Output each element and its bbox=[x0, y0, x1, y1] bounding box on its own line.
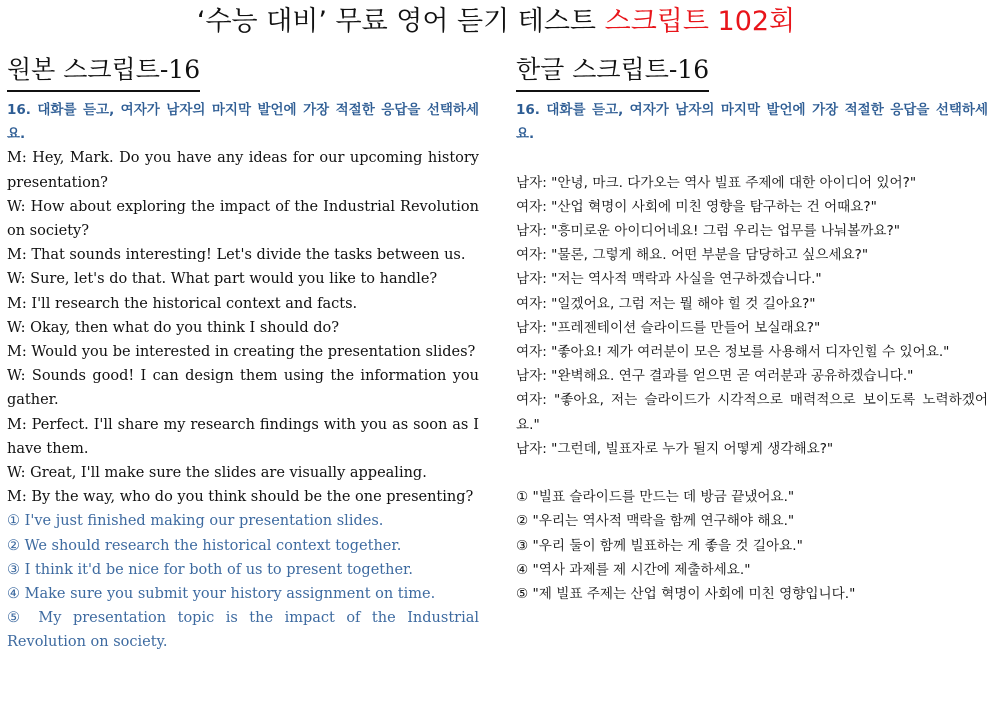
dialogue-line: 남자: "안녕, 마크. 다가오는 역사 빌표 주제에 대한 아이디어 있어?" bbox=[516, 174, 917, 191]
dialogue-line: W: Great, I'll make sure the slides are visually appealing. bbox=[7, 465, 427, 482]
dialogue-line: 남자: "완벽해요. 연구 결과를 얻으면 곧 여러분과 공유하겠습니다." bbox=[516, 368, 914, 385]
dialogue-line: M: Hey, Mark. Do you have any ideas for our upcoming history presentation? bbox=[7, 150, 479, 191]
title-main: ‘수능 대비’ 무료 영어 듣기 테스트 bbox=[196, 6, 597, 37]
dialogue-line: 여자: "산업 혁명이 사회에 미친 영향을 탐구하는 건 어때요?" bbox=[516, 198, 877, 215]
answer-option-3: ③ "우리 둘이 함께 빌표하는 게 좋을 것 길아요." bbox=[516, 537, 803, 554]
dialogue-line: 여자: "좋아요! 제가 여러분이 모은 정보를 사용해서 디자인힐 수 있어요." bbox=[516, 344, 950, 361]
dialogue-line: 여자: "일겠어요, 그럼 저는 뭘 해야 힐 것 길아요?" bbox=[516, 295, 816, 312]
answer-option-4: ④ "역사 과제를 제 시간에 제출하세요." bbox=[516, 561, 751, 578]
original-script-column bbox=[7, 52, 479, 655]
dialogue-line: W: Sure, let's do that. What part would you like to handle? bbox=[7, 271, 438, 288]
dialogue-line: M: Perfect. I'll share my research findings with you as soon as I have them. bbox=[7, 416, 479, 457]
answer-option-5: ⑤ My presentation topic is the impact of the Industrial Revolution on society. bbox=[7, 610, 479, 651]
answer-option-4: ④ Make sure you submit your history assignment on time. bbox=[7, 586, 436, 603]
answer-option-2: ② "우리는 역사적 맥락을 함께 연구해야 해요." bbox=[516, 513, 795, 530]
dialogue-line: 여자: "좋아요, 저는 슬라이드가 시각적으로 매력적으로 보이도록 노력하겠어요." bbox=[516, 392, 988, 433]
dialogue-line: W: How about exploring the impact of the Industrial Revolution on society? bbox=[7, 198, 479, 240]
dialogue-line: 남자: "저는 역사적 맥락과 사실을 연구하겠습니다." bbox=[516, 271, 822, 288]
korean-script-column bbox=[516, 52, 988, 606]
answer-option-3: ③ I think it'd be nice for both of us to present together. bbox=[7, 561, 413, 578]
dialogue-line: 여자: "물론, 그렇게 해요. 어떤 부분을 담당하고 싶으세요?" bbox=[516, 247, 869, 264]
dialogue-line: M: Would you be interested in creating the presentation slides? bbox=[7, 344, 476, 361]
korean-script-heading: 한글 스크립트-16 bbox=[516, 52, 709, 92]
question-text: 16. 대화를 듣고, 여자가 남자의 마지막 발언에 가장 적절한 응답을 선택하세요. bbox=[7, 102, 479, 143]
korean-script-body bbox=[516, 98, 988, 606]
answer-option-2: ② We should research the historical context together. bbox=[7, 537, 402, 554]
answer-option-1: ① "빌표 슬라이드를 만드는 데 방금 끝냈어요." bbox=[516, 489, 795, 506]
dialogue-line: W: Okay, then what do you think I should do? bbox=[7, 319, 339, 336]
question-text: 16. 대화를 듣고, 여자가 남자의 마지막 발언에 가장 적절한 응답을 선택하세요. bbox=[516, 102, 988, 143]
spacer bbox=[516, 146, 988, 170]
dialogue-line: W: Sounds good! I can design them using the information you gather. bbox=[7, 368, 479, 409]
dialogue-line: M: I'll research the historical context and facts. bbox=[7, 295, 358, 312]
dialogue-line: M: That sounds interesting! Let's divide the tasks between us. bbox=[7, 247, 466, 264]
title-accent: 스크립트 102회 bbox=[604, 6, 796, 37]
answer-option-1: ① I've just finished making our presentation slides. bbox=[7, 513, 384, 530]
spacer bbox=[516, 461, 988, 485]
dialogue-line: 남자: "그런데, 빌표자로 누가 될지 어떻게 생각해요?" bbox=[516, 440, 834, 457]
page-title bbox=[0, 2, 992, 42]
dialogue-line: 남자: "흥미로운 아이디어네요! 그럼 우리는 업무를 나눠볼까요?" bbox=[516, 223, 900, 239]
dialogue-line: M: By the way, who do you think should be the one presenting? bbox=[7, 489, 474, 506]
original-script-heading: 원본 스크립트-16 bbox=[7, 52, 200, 92]
dialogue-line: 남자: "프레젠테이션 슬라이드를 만들어 보실래요?" bbox=[516, 319, 821, 336]
original-script-body bbox=[7, 98, 479, 655]
answer-option-5: ⑤ "제 빌표 주제는 산업 혁명이 사회에 미친 영향입니다." bbox=[516, 586, 856, 603]
